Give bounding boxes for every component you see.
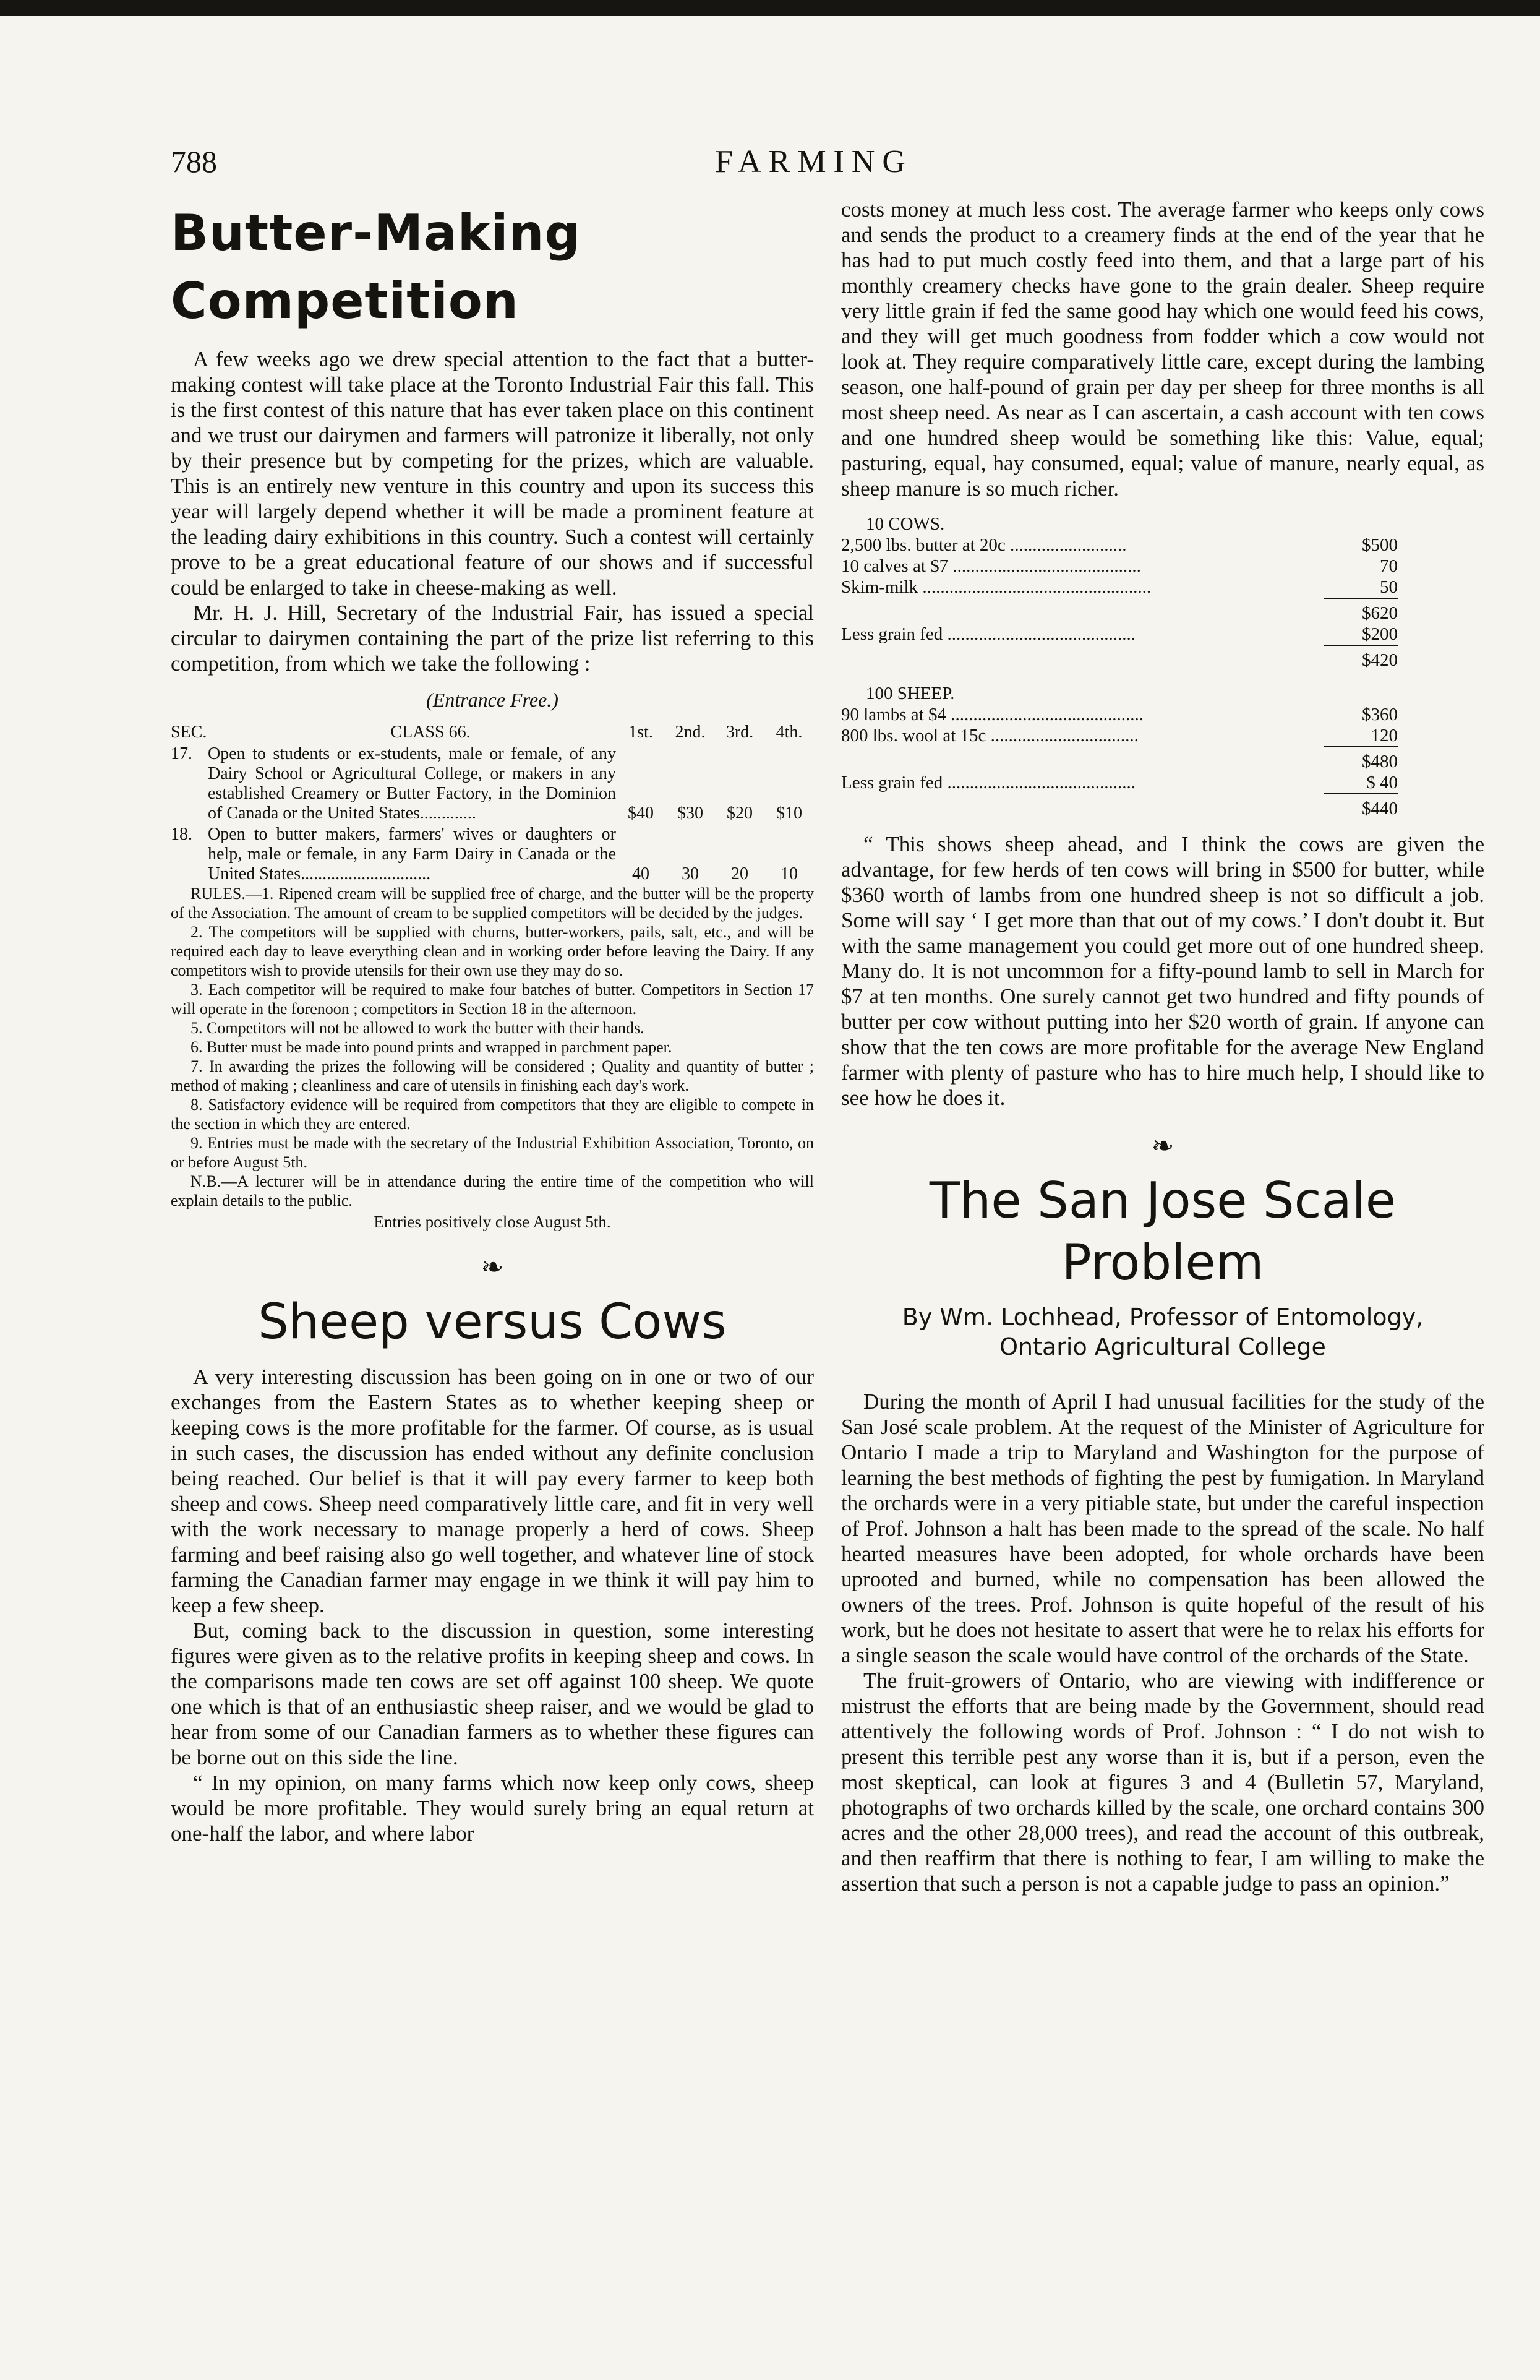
sanjose-paragraph-1: During the month of April I had unusual facilities for the study of the San José scale problem. At the request of the Minister of Agriculture for Ontario I made a trip to Maryland and Washington for the purpose of learning the best methods of fighting the pest by fumigation. In Maryland the orchards were in a very pitiable state, but under the careful inspection of Prof. Johnson a halt has been made to the spread of the scale. No half hearted measures have been adopted, for whole orchards have been uprooted and burned, while no compensation has been allowed the owners of the trees. Prof. Johnson is quite hopeful of the result of his work, but he does not hesitate to assert that were he to relax his efforts for a single season the scale would have control of the orchards of the State.	[841, 1390, 1484, 1667]
rule: 2. The competitors will be supplied with churns, butter-workers, pails, salt, etc., and will be required each day to leave everything clean and in working order before leaving the Dairy. If any competitors wish to provide utensils for their own use they may do so.	[171, 923, 814, 979]
cash-account	[841, 513, 1484, 819]
entry-text: Open to students or ex-students, male or female, of any Dairy School or Agricultural College, or makers in any established Creamery or Butter Factory, in the Dominion of Canada or the United States.............	[208, 744, 616, 823]
right-column	[841, 197, 1484, 1896]
sanjose-paragraph-2: The fruit-growers of Ontario, who are viewing with indifference or mistrust the efforts that are being made by the Government, should read attentively the following words of Prof. Johnson : “ I do not wish to present this terrible pest any worse than it is, but if a person, even the most skeptical, can look at figures 3 and 4 (Bulletin 57, Maryland, photographs of two orchards killed by the scale, one orchard contains 300 acres and the other 28,000 trees), and read the account of this outbreak, and then reaffirm that there is nothing to fear, I am willing to make the assertion that such a person is not a capable judge to pass an opinion.”	[841, 1669, 1484, 1896]
account-amount: $360	[1362, 705, 1398, 724]
class-label: CLASS 66.	[390, 723, 471, 742]
account-amount: 70	[1380, 556, 1398, 576]
page-number: 788	[171, 144, 217, 179]
prize-entry	[171, 744, 814, 823]
entry-prize: 20	[731, 864, 748, 883]
account-label: 90 lambs at $4 ...........................................	[841, 705, 1144, 724]
account-subtotal	[841, 746, 1398, 772]
entry-text: Open to butter makers, farmers' wives or daughters or help, male or female, in any Farm Dairy in Canada or the United States..............................	[208, 825, 616, 883]
butter-paragraph-1: A few weeks ago we drew special attention to the fact that a butter-making contest will take place at the Toronto Industrial Fair this fall. This is the first contest of this nature that has ever taken place on this continent and we trust our dairymen and farmers will patronize it liberally, not only by their presence but by competing for the prizes, which are valuable. This is an entirely new venture in this country and upon its success this year will largely depend whether it will be made a prominent feature at the leading dairy exhibitions in this country. Such a contest will certainly prove to be a great educational feature of our shows and if successful could be enlarged to take in cheese-making as well.	[171, 347, 814, 599]
cows-subtotal: $620	[1324, 598, 1398, 624]
entry-prize: $10	[776, 804, 802, 823]
account-amount: 50	[1380, 577, 1398, 597]
rule: 7. In awarding the prizes the following will be considered ; Quality and quantity of butter ; method of making ; cleanliness and care of utensils in finishing each day's work.	[171, 1057, 814, 1094]
prize-2nd: 2nd.	[675, 723, 706, 742]
sheep-paragraph-1: A very interesting discussion has been going on in one or two of our exchanges from the Eastern States as to whether keeping sheep or keeping cows is the more profitable for the farmer. Of course, as is usual in such cases, the discussion has ended without any definite conclusion being reached. Our belief is that it will pay every farmer to keep both sheep and cows. Sheep need comparatively little care, and fit in very well with the work necessary to manage properly a herd of cows. Sheep farming and beef raising also go well together, and whatever line of stock farming the Canadian farmer may engage in we think it will pay him to keep a few sheep.	[171, 1365, 814, 1617]
account-label: 10 calves at $7 ..........................................	[841, 556, 1141, 576]
sheep-paragraph-5: “ This shows sheep ahead, and I think the cows are given the advantage, for few herds of ten cows will bring in $500 for butter, while $360 worth of lambs from one hundred sheep is not so difficult a job. Some will say ‘ I get more than that out of my cows.’ I don't doubt it. But with the same management you could get more out of one hundred sheep. Many do. It is not uncommon for a fifty-pound lamb to sell in March for $7 at ten months. One surely cannot get two hundred and fifty pounds of butter per cow without putting into her $20 worth of grain. If anyone can show that the ten cows are more profitable for the average New England farmer with plenty of pasture who has to hire much help, I should like to see how he does it.	[841, 832, 1484, 1110]
rule: N.B.—A lecturer will be in attendance during the entire time of the competition who will explain details to the public.	[171, 1172, 814, 1209]
account-row	[841, 704, 1398, 725]
sheep-net: $440	[1324, 793, 1398, 819]
account-row	[841, 725, 1398, 746]
butter-title: Butter-Making Competition	[171, 204, 581, 330]
byline	[841, 1302, 1484, 1362]
account-subtotal	[841, 598, 1398, 624]
section-label: SEC.	[171, 723, 207, 742]
account-label: Less grain fed ..........................................	[841, 624, 1136, 644]
sheep-title: Sheep versus Cows	[258, 1294, 727, 1350]
competition-rules	[171, 884, 814, 1232]
account-amount: $ 40	[1366, 773, 1398, 793]
prize-1st: 1st.	[628, 723, 653, 742]
account-net	[841, 793, 1398, 819]
entry-prize: $40	[628, 804, 654, 823]
account-row	[841, 624, 1398, 645]
sheep-paragraph-2: But, coming back to the discussion in question, some interesting figures were given as to the relative profits in keeping sheep and cows. In the comparisons made ten cows are set off against 100 sheep. We quote one which is that of an enthusiastic sheep raiser, and we would be glad to hear from some of our Canadian farmers as to whether these figures can be borne out on this side the line.	[171, 1618, 814, 1769]
account-label: Less grain fed ..........................................	[841, 773, 1136, 793]
butter-paragraph-2: Mr. H. J. Hill, Secretary of the Industrial Fair, has issued a special circular to dairymen containing the part of the prize list referring to this competition, from which we take the following :	[171, 601, 814, 676]
sanjose-title: The San Jose Scale Problem	[929, 1172, 1397, 1291]
prize-table-header	[171, 722, 814, 743]
entry-prize: $20	[727, 804, 753, 823]
prize-entry	[171, 825, 814, 884]
rule: 6. Butter must be made into pound prints and wrapped in parchment paper.	[190, 1038, 672, 1056]
account-row	[841, 772, 1398, 793]
account-net	[841, 645, 1398, 671]
prize-4th: 4th.	[776, 723, 803, 742]
account-amount: $200	[1362, 624, 1398, 644]
fleuron-ornament-icon: ❧	[481, 1252, 504, 1282]
sheep-paragraph-4: costs money at much less cost. The average farmer who keeps only cows and sends the product to a creamery finds at the end of the year that he has had to put much costly feed into them, and that a large part of his monthly creamery checks have gone to the grain dealer. Sheep require very little grain if fed the same good hay which one would feed his cows, and they will get much goodness from fodder which a cow would not look at. They require comparatively little care, except during the lambing season, one half-pound of grain per day per sheep for three months is all most sheep need. As near as I can ascertain, a cash account with ten cows and one hundred sheep would be something like this: Value, equal; pasturing, equal, hay consumed, equal; value of manure, nearly equal, as sheep manure is so much richer.	[841, 197, 1484, 500]
cows-net: $420	[1324, 645, 1398, 671]
rule: 3. Each competitor will be required to make four batches of butter. Competitors in Section 17 will operate in the forenoon ; competitors in Section 18 in the afternoon.	[171, 981, 814, 1018]
byline-affiliation: Ontario Agricultural College	[999, 1333, 1326, 1360]
account-amount: $500	[1362, 535, 1398, 555]
account-row	[841, 577, 1398, 598]
rule: 8. Satisfactory evidence will be required from competitors that they are eligible to compete in the section in which they are entered.	[171, 1096, 814, 1133]
entry-prize: 40	[632, 864, 649, 883]
account-row	[841, 535, 1398, 556]
entries-close-note: Entries positively close August 5th.	[374, 1213, 611, 1231]
account-label: 2,500 lbs. butter at 20c ..........................	[841, 535, 1127, 555]
byline-author: By Wm. Lochhead, Professor of Entomology,	[902, 1304, 1424, 1331]
rule: RULES.—1. Ripened cream will be supplied free of charge, and the butter will be the property of the Association. The amount of cream to be supplied competitors will be decided by the judges.	[171, 885, 814, 922]
entry-prize: $30	[677, 804, 703, 823]
account-row	[841, 556, 1398, 577]
entry-prize: 30	[682, 864, 699, 883]
entry-number: 18.	[171, 825, 192, 844]
sheep-subtotal: $480	[1324, 746, 1398, 772]
entrance-note: (Entrance Free.)	[426, 689, 558, 711]
running-head	[171, 144, 1457, 187]
fleuron-ornament-icon: ❧	[1151, 1131, 1174, 1161]
account-label: 800 lbs. wool at 15c .................................	[841, 726, 1139, 745]
account-amount: 120	[1371, 726, 1398, 745]
account-label: Skim-milk ...................................................	[841, 577, 1152, 597]
scan-border	[0, 0, 1540, 16]
sheep-heading: 100 SHEEP.	[866, 684, 955, 703]
magazine-title: FARMING	[715, 144, 913, 179]
prize-3rd: 3rd.	[725, 723, 754, 742]
rule: 5. Competitors will not be allowed to work the butter with their hands.	[190, 1019, 644, 1037]
rule: 9. Entries must be made with the secretary of the Industrial Exhibition Association, Toronto, on or before August 5th.	[171, 1134, 814, 1171]
entry-prize: 10	[781, 864, 798, 883]
left-column	[171, 197, 814, 1846]
entry-number: 17.	[171, 744, 192, 763]
cows-heading: 10 COWS.	[866, 514, 945, 534]
sheep-paragraph-3: “ In my opinion, on many farms which now keep only cows, sheep would be more profitable. They would surely bring an equal return at one-half the labor, and where labor	[171, 1771, 814, 1845]
